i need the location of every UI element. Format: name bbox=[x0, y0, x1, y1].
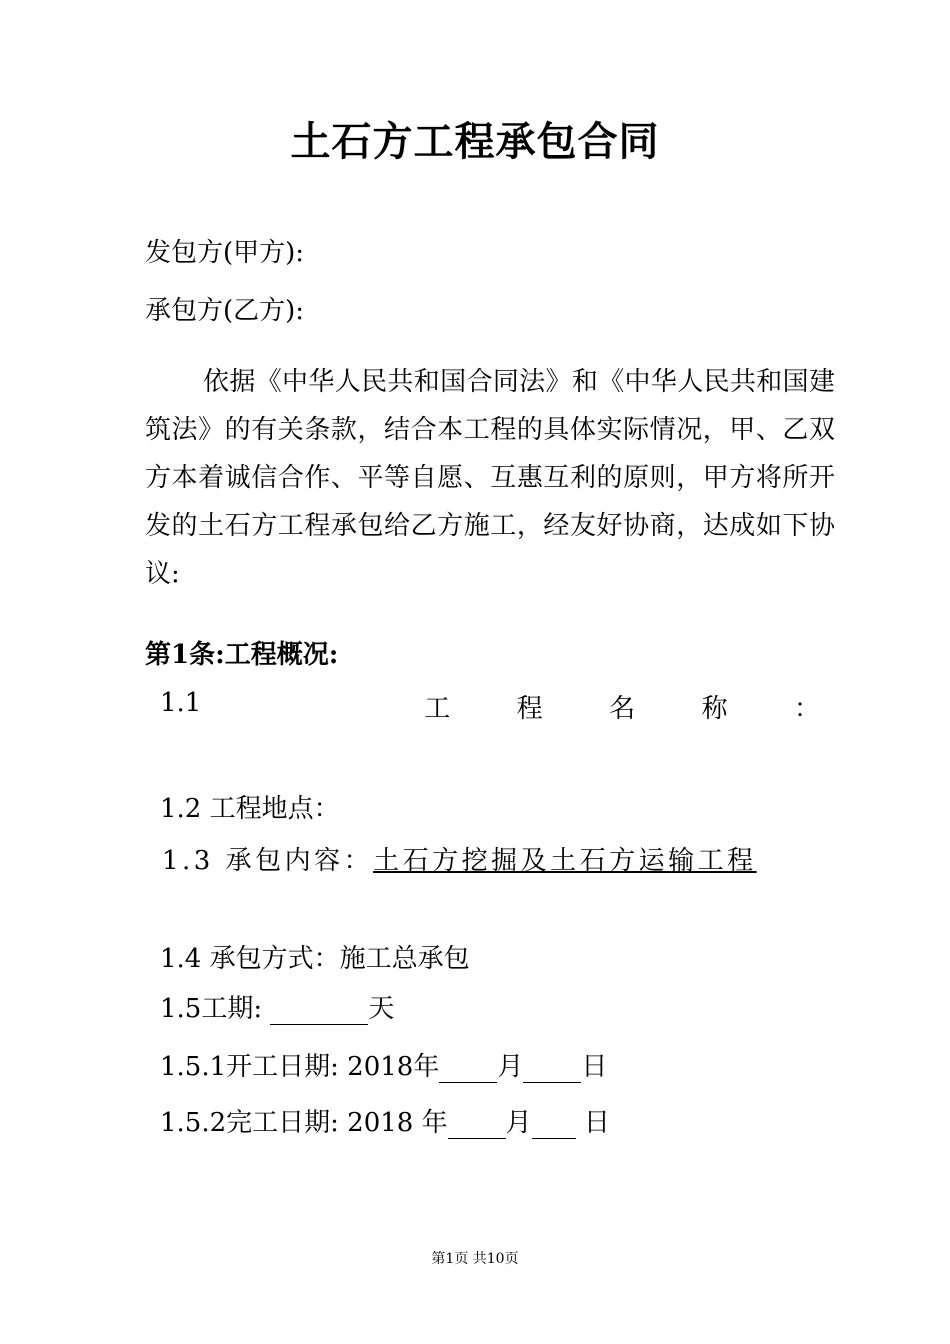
start-day-unit: 日 bbox=[581, 1052, 608, 1082]
party-a-label: 发包方(甲方): bbox=[145, 238, 305, 268]
start-date-label: 1.5.1开工日期: 2018年 bbox=[160, 1052, 440, 1082]
item-1-3-value: 土石方挖掘及土石方运输工程 bbox=[373, 846, 757, 876]
item-1-5-1-start-date bbox=[160, 1046, 607, 1083]
item-1-1-char: 工 bbox=[424, 694, 451, 724]
start-month-unit: 月 bbox=[497, 1052, 524, 1082]
item-1-5-duration bbox=[160, 988, 394, 1025]
item-1-5-unit: 天 bbox=[368, 994, 395, 1024]
item-1-2-location: 1.2 工程地点： bbox=[160, 794, 340, 824]
start-day-blank bbox=[523, 1056, 581, 1083]
party-b-label: 承包方(乙方): bbox=[145, 296, 305, 326]
end-date-label: 1.5.2完工日期: 2018 年 bbox=[160, 1108, 448, 1138]
end-month-unit: 月 bbox=[505, 1108, 532, 1138]
item-1-1-char: 名 bbox=[609, 694, 636, 724]
start-month-blank bbox=[439, 1056, 497, 1083]
end-day-unit: 日 bbox=[583, 1108, 610, 1138]
item-1-1-char: 称 bbox=[701, 694, 728, 724]
page-footer: 第1页 共10页 bbox=[431, 1251, 519, 1267]
item-1-1-number: 1.1 bbox=[160, 688, 202, 718]
item-1-3-label: 1.3 承包内容： bbox=[162, 846, 374, 876]
end-day-blank bbox=[532, 1112, 576, 1139]
item-1-1-colon: ： bbox=[793, 694, 820, 724]
end-month-blank bbox=[448, 1112, 506, 1139]
preamble-paragraph: 依据《中华人民共和国合同法》和《中华人民共和国建筑法》的有关条款，结合本工程的具体实际情况，甲、乙双方本着诚信合作、平等自愿、互惠互利的原则，甲方将所开发的土石方工程承包给乙方施工，经友好协商，达成如下协议: bbox=[145, 367, 835, 589]
article-1-heading: 第1条:工程概况: bbox=[145, 640, 339, 670]
item-1-3-scope bbox=[162, 840, 757, 877]
item-1-5-label: 1.5工期: bbox=[160, 994, 263, 1024]
document-title: 土石方工程承包合同 bbox=[290, 118, 660, 165]
item-1-5-2-end-date bbox=[160, 1102, 610, 1139]
duration-blank bbox=[270, 998, 368, 1025]
item-1-1-char: 程 bbox=[516, 694, 543, 724]
item-1-4-contract-method: 1.4 承包方式：施工总承包 bbox=[160, 944, 470, 974]
item-1-1-project-name bbox=[160, 688, 820, 725]
